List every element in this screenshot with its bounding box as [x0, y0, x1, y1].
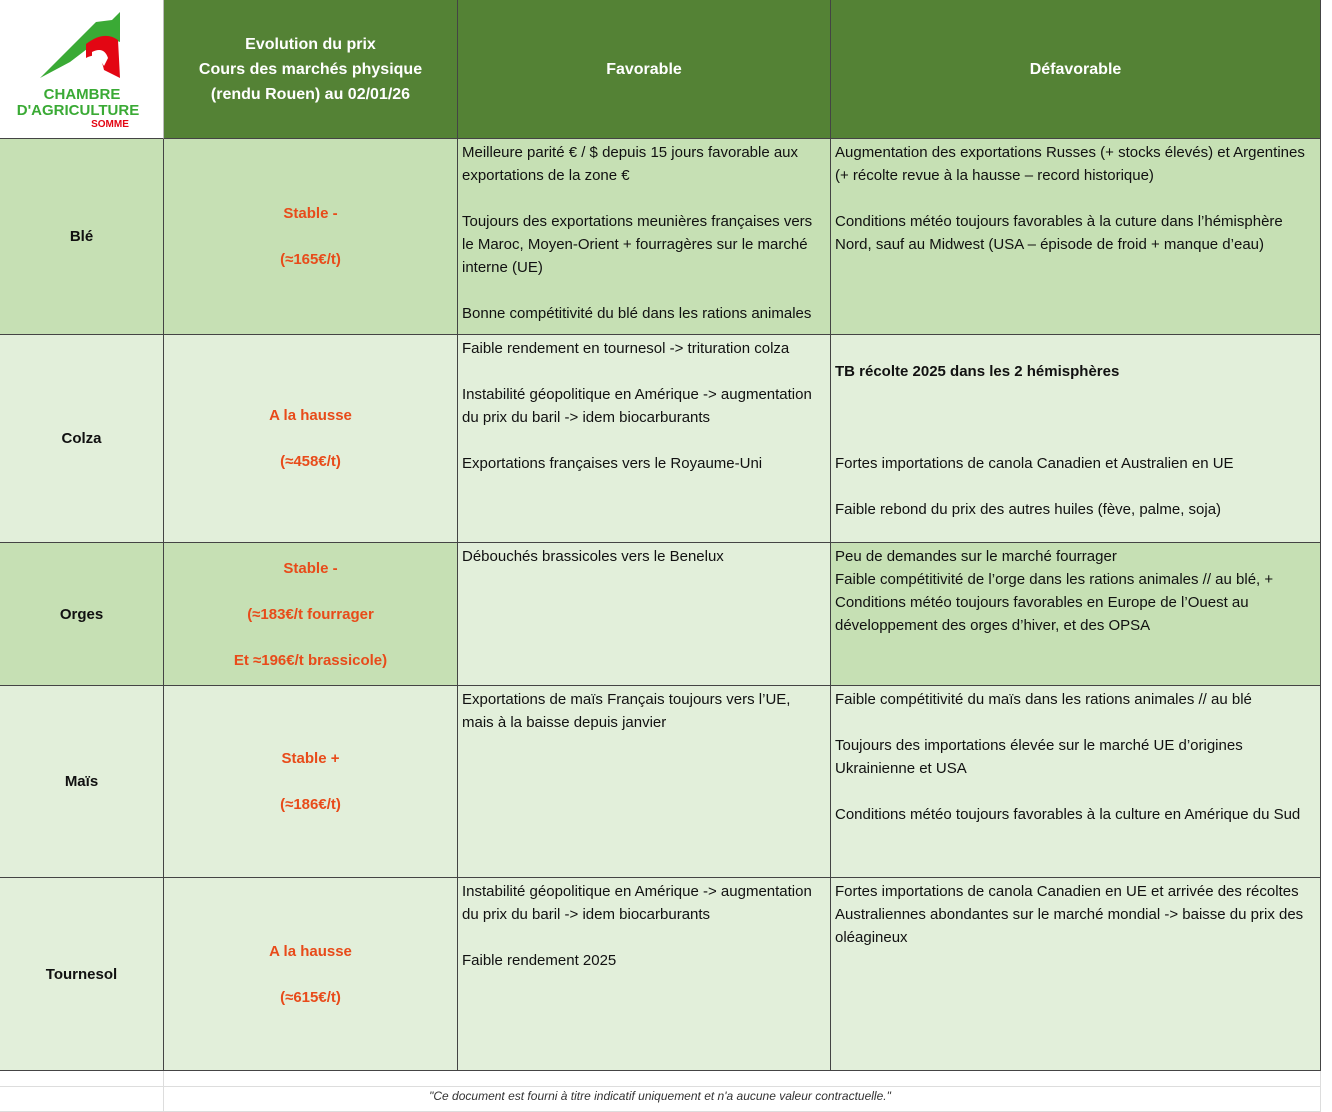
logo-line3: SOMME — [91, 119, 129, 130]
row-favorable-tournesol: Instabilité géopolitique en Amérique -> augmentation du prix du baril -> idem biocarburants Faible rendement 2025 — [458, 878, 831, 1071]
header-evolution-line2: Cours des marchés physique — [198, 60, 423, 78]
row-price-orges — [164, 543, 458, 686]
defavorable-highlight: TB récolte 2025 dans les 2 hémisphères — [835, 363, 1120, 380]
row-defavorable-tournesol: Fortes importations de canola Canadien en UE et arrivée des récoltes Australiennes abondantes sur le marché mondial -> baisse du prix des oléagineux — [831, 878, 1321, 1071]
row-name-orges: Orges — [0, 543, 164, 686]
header-defavorable: Défavorable — [831, 0, 1321, 139]
row-name-ble: Blé — [0, 139, 164, 335]
price-value: (≈165€/t) — [280, 251, 341, 268]
price-value: (≈458€/t) — [280, 453, 341, 470]
empty-cell — [0, 1071, 164, 1087]
row-favorable-ble: Meilleure parité € / $ depuis 15 jours favorable aux exportations de la zone € Toujours des exportations meunières françaises vers le Maroc, Moyen-Orient + fourragères sur le marché interne (UE) Bonne compétitivité du blé dans les rations animales — [458, 139, 831, 335]
row-price-ble — [164, 139, 458, 335]
price-trend: Stable + — [281, 750, 340, 767]
logo-line2: D'AGRICULTURE — [16, 102, 140, 119]
row-defavorable-orges: Peu de demandes sur le marché fourrager Faible compétitivité de l’orge dans les rations animales // au blé, + Conditions météo toujours favorables en Europe de l’Ouest au développement des orges d’hiver, et des OPSA — [831, 543, 1321, 686]
row-name-mais: Maïs — [0, 686, 164, 878]
header-evolution-prix — [164, 0, 458, 139]
price-value: (≈186€/t) — [280, 796, 341, 813]
row-defavorable-ble: Augmentation des exportations Russes (+ stocks élevés) et Argentines (+ récolte revue à la hausse – record historique) Conditions météo toujours favorables à la cuture dans l’hémisphère Nord, sauf au Midwest (USA – épisode de froid + manque d’eau) — [831, 139, 1321, 335]
price-trend: Stable - — [283, 205, 338, 222]
price-trend: Stable - — [283, 559, 338, 577]
header-evolution-line3: (rendu Rouen) au 02/01/26 — [210, 85, 411, 103]
logo-line1: CHAMBRE — [43, 86, 121, 103]
price-trend: A la hausse — [269, 407, 352, 424]
row-defavorable-mais: Faible compétitivité du maïs dans les rations animales // au blé Toujours des importations élevée sur le marché UE d’origines Ukrainienne et USA Conditions météo toujours favorables à la culture en Amérique du Sud — [831, 686, 1321, 878]
row-favorable-colza: Faible rendement en tournesol -> trituration colza Instabilité géopolitique en Amérique -> augmentation du prix du baril -> idem biocarburants Exportations françaises vers le Royaume-Uni — [458, 335, 831, 543]
logo-cell — [0, 0, 164, 139]
row-name-colza: Colza — [0, 335, 164, 543]
header-evolution-line1: Evolution du prix — [245, 35, 376, 53]
row-defavorable-colza — [831, 335, 1321, 543]
disclaimer-footer: "Ce document est fourni à titre indicatif uniquement et n'a aucune valeur contractuelle." — [429, 1089, 891, 1103]
empty-cell — [164, 1071, 1321, 1087]
price-value-2: Et ≈196€/t brassicole) — [233, 651, 388, 669]
price-trend: A la hausse — [269, 942, 352, 960]
row-favorable-mais: Exportations de maïs Français toujours vers l’UE, mais à la baisse depuis janvier — [458, 686, 831, 878]
defavorable-text: Fortes importations de canola Canadien et Australien en UE Faible rebond du prix des autres huiles (fève, palme, soja) — [835, 455, 1234, 518]
price-value: (≈183€/t fourrager — [247, 605, 374, 623]
row-price-mais — [164, 686, 458, 878]
header-favorable: Favorable — [458, 0, 831, 139]
price-value: (≈615€/t) — [280, 988, 341, 1006]
row-name-tournesol: Tournesol — [0, 878, 164, 1071]
row-price-colza — [164, 335, 458, 543]
row-favorable-orges: Débouchés brassicoles vers le Benelux — [458, 543, 831, 686]
row-price-tournesol — [164, 878, 458, 1071]
